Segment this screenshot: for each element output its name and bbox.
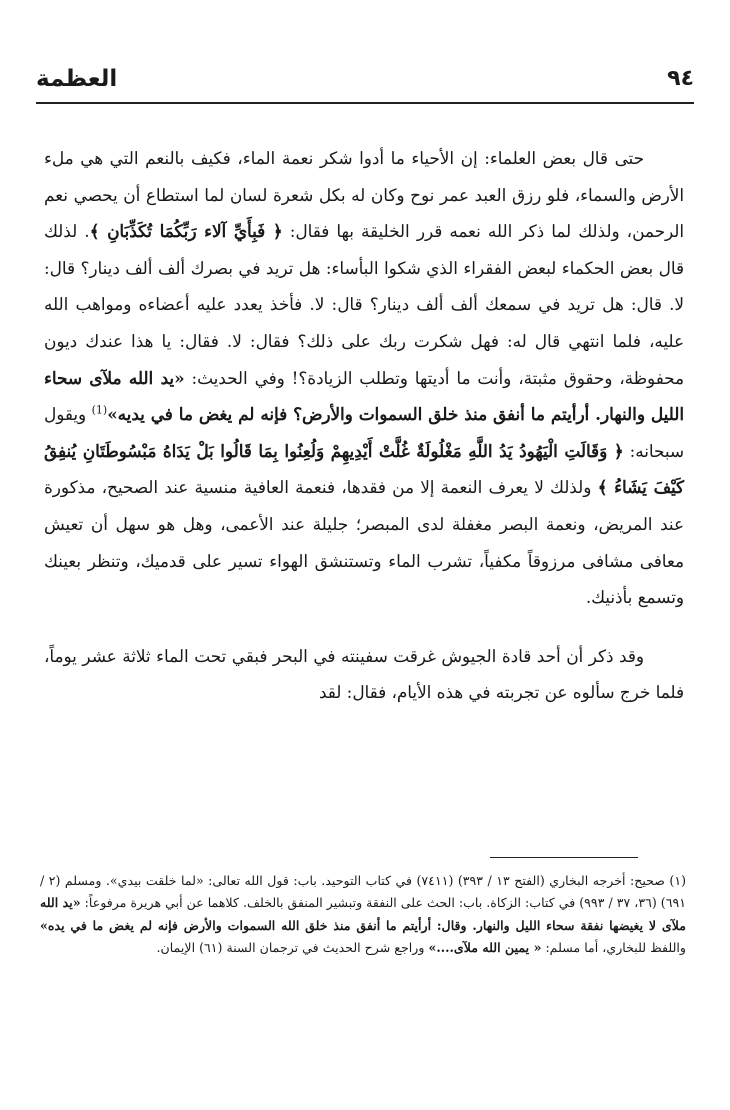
paragraph-1-part-a: حتى قال بعض العلماء: إن الأحياء ما أدوا شكر نعمة الماء، فكيف بالنعم التي هي ملء الأرض والسماء، فلو رزق العبد عمر نوح وكان له بكل شعرة لسان لما استطاع أن يحصي نعم الرحمن، ولذلك لما ذكر الله نعمه قرر الخليقة بها فقال: xyxy=(44,148,684,242)
page-number: ٩٤ xyxy=(667,66,694,91)
paragraph-2: وقد ذكر أن أحد قادة الجيوش غرقت سفينته في البحر فبقي تحت الماء ثلاثة عشر يوماً، فلما خرج سألوه عن تجربته في هذه الأيام، فقال: لقد xyxy=(44,645,684,703)
quran-verse-1: ﴿ فَبِأَيِّ آلاء رَبِّكُمَا تُكَذِّبَانِ ﴾ xyxy=(89,221,283,242)
main-text xyxy=(44,140,684,711)
page-header xyxy=(36,62,694,104)
footnote-reference: (1) xyxy=(91,403,108,417)
footnote-1-muslim-quote: « يمين الله ملآى....» xyxy=(428,939,542,955)
paragraph-1-part-b: . لذلك قال بعض الحكماء لبعض الفقراء الذي شكوا البأساء: هل تريد في بصرك ألف ألف دينار؟ قال: لا. قال: هل تريد في سمعك ألف ألف دينار؟ قال: لا. فأخذ يعدد عليه أعضاءه ومواهب الله عليه، فلما انتهي قال له: فهل شكرت ربك على ذلك؟ فقال: لا. فقال: يا هذا عندك ديون محفوظة، وحقوق مثبتة، وأنت ما أديتها وتطلب الزيادة؟! وفي الحديث: xyxy=(44,221,685,388)
footnote-1-hadith: «يد الله ملآى لا يغيضها نفقة سحاء الليل والنهار. وقال: أرأيتم ما أنفق منذ خلق الله السموات والأرض فإنه لم يغض ما في يده» xyxy=(40,895,686,933)
footnote-1-part-b: واللفظ للبخاري، أما مسلم: xyxy=(541,939,686,955)
footnotes xyxy=(40,870,686,959)
running-title: العظمة xyxy=(36,66,118,92)
quran-verse-2: ﴿ وَقَالَتِ الْيَهُودُ يَدُ اللَّهِ مَغْلُولَةٌ غُلَّتْ أَيْدِيهِمْ وَلُعِنُوا بِمَا قَالُوا بَلْ يَدَاهُ مَبْسُوطَتَانِ يُنفِقُ كَيْفَ يَشَاءُ ﴾ xyxy=(44,440,684,498)
footnote-1-part-a: (١) صحيح: أخرجه البخاري (الفتح ١٣ / ٣٩٣) (٧٤١١) في كتاب التوحيد. باب: قول الله تعالى: «لما خلقت بيدي». ومسلم (٢ / ٦٩١) (٣٦، ٣٧ / ٩٩٣) في كتاب: الزكاة. باب: الحث على النفقة وتبشير المنفق بالخلف. كلاهما عن أبي هريرة مرفوعاً: xyxy=(40,873,686,911)
paragraph-1 xyxy=(44,140,684,616)
footnote-1 xyxy=(40,870,686,959)
hadith-quote: «يد الله ملآى سحاء الليل والنهار. أرأيتم ما أنفق منذ خلق السموات والأرض؟ فإنه لم يغض ما في يديه» xyxy=(44,367,684,425)
footnote-divider xyxy=(490,857,638,858)
paragraph-1-part-c: ويقول سبحانه: xyxy=(44,404,684,461)
paragraph-1-part-d: ولذلك لا يعرف النعمة إلا من فقدها، فنعمة العافية منسية عند الصحيح، مذكورة عند المريض، ونعمة البصر مغفلة لدى المبصر؛ جليلة عند الأعمى، وهل هو سهل أن تعيش معافى مشافى مرزوقاً مكفياً، تشرب الماء وتستنشق الهواء تسير على قدميك، وتنظر بعينك وتسمع بأذنيك. xyxy=(44,477,684,608)
footnote-1-part-c: وراجع شرح الحديث في ترجمان السنة (٦١) الإيمان. xyxy=(156,939,429,955)
